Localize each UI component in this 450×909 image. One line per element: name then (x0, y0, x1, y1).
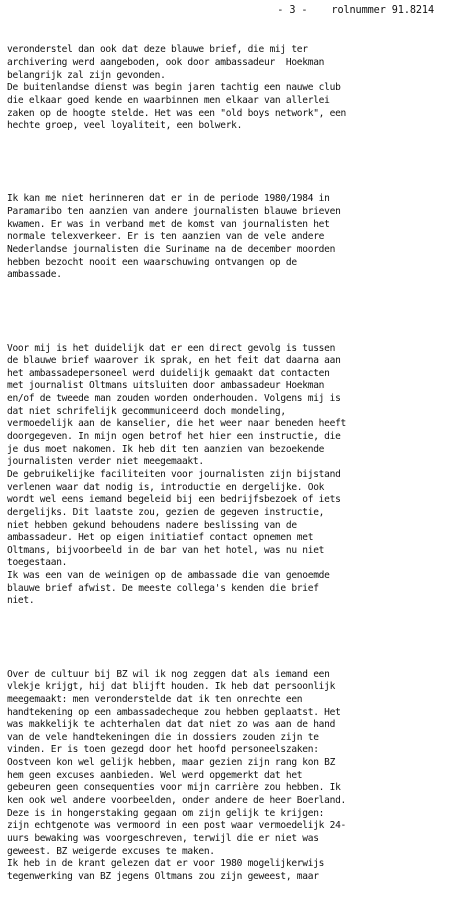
text-line: blauwe brief afwist. De meeste collega's kenden die brief (7, 582, 319, 594)
text-line: veronderstel dan ook dat deze blauwe brief, die mij ter (7, 44, 308, 56)
text-line: van de vele handtekeningen die in dossiers zouden zijn te (7, 731, 319, 743)
paragraph-3 (7, 343, 444, 608)
paragraph-2 (7, 193, 444, 281)
text-line: het ambassadepersoneel werd duidelijk gemaakt dat contacten (7, 367, 330, 379)
text-line: ken ook wel andere voorbeelden, onder andere de heer Boerland. (7, 795, 346, 807)
text-line: Oltmans, bijvoorbeeld in de bar van het hotel, was nu niet (7, 544, 325, 556)
paragraph-gap (7, 633, 444, 643)
text-line: Voor mij is het duidelijk dat er een direct gevolg is tussen (7, 342, 336, 354)
text-line: hebben bezocht nooit een waarschuwing ontvangen op de (7, 256, 297, 268)
document-body (7, 19, 444, 909)
paragraph-gap (7, 158, 444, 168)
text-line: zijn echtgenote was vermoord in een post waar vermoedelijk 24- (7, 820, 346, 832)
paragraph-gap (7, 307, 444, 317)
text-line: dat niet schrifelijk gecommuniceerd doch mondeling, (7, 405, 286, 417)
text-line: hem geen excuses aanbieden. Wel werd opgemerkt dat het (7, 769, 303, 781)
text-line: wordt wel eens iemand begeleid bij een bedrijfsbezoek of iets (7, 494, 341, 506)
text-line: belangrijk zal zijn gevonden. (7, 69, 166, 81)
text-line: ambassade. (7, 269, 62, 281)
text-line: zaken op de hoogte stelde. Het was een "old boys network", een (7, 107, 346, 119)
text-line: je dus moet nakomen. Ik heb dit ten aanzien van bezoekende (7, 443, 325, 455)
text-line: vinden. Er is toen gezegd door het hoofd personeelszaken: (7, 744, 319, 756)
text-line: normale telexverkeer. Er is ten aanzien van de vele andere (7, 231, 325, 243)
text-line: De gebruikelijke faciliteiten voor journalisten zijn bijstand (7, 468, 341, 480)
text-line: journalisten verder niet meegemaakt. (7, 456, 204, 468)
text-line: Ik was een van de weinigen op de ambassade die van genoemde (7, 570, 330, 582)
text-line: doorgegeven. In mijn ogen betrof het hier een instructie, die (7, 431, 341, 443)
page-number: - 3 - (277, 5, 308, 16)
text-line: niet. (7, 595, 35, 607)
text-line: geweest. BZ weigerde excuses te maken. (7, 845, 215, 857)
text-line: tegenwerking van BZ jegens Oltmans zou zijn geweest, maar (7, 870, 319, 882)
text-line: Paramaribo ten aanzien van andere journalisten blauwe brieven (7, 206, 341, 218)
text-line: niet hebben gekund behoudens nadere beslissing van de (7, 519, 297, 531)
text-line: gebeuren geen consequenties voor mijn carrière zou hebben. Ik (7, 782, 341, 794)
paragraph-1 (7, 44, 444, 132)
text-line: kwamen. Er was in verband met de komst van journalisten het (7, 218, 330, 230)
text-line: Nederlandse journalisten die Suriname na de december moorden (7, 243, 336, 255)
text-line: vlekje krijgt, hij dat blijft houden. Ik heb dat persoonlijk (7, 681, 336, 693)
text-line: handtekening op een ambassadecheque zou hebben geplaatst. Het (7, 706, 341, 718)
text-line: Oostveen kon wel gelijk hebben, maar gezien zijn rang kon BZ (7, 757, 336, 769)
page-header (7, 5, 444, 19)
paragraph-4 (7, 669, 444, 884)
text-line: Ik heb in de krant gelezen dat er voor 1980 mogelijkerwijs (7, 858, 325, 870)
text-line: met journalist Oltmans uitsluiten door ambassadeur Hoekman (7, 380, 325, 392)
text-line: archivering werd aangeboden, ook door ambassadeur Hoekman (7, 56, 325, 68)
text-line: De buitenlandse dienst was begin jaren tachtig een nauwe club (7, 82, 341, 94)
text-line: hechte groep, veel loyaliteit, een bolwerk. (7, 120, 243, 132)
reference-number: rolnummer 91.8214 (331, 5, 434, 16)
text-line: meegemaakt: men veronderstelde dat ik ten onrechte een (7, 693, 303, 705)
text-line: verlenen waar dat nodig is, introductie en dergelijke. Ook (7, 481, 325, 493)
text-line: en/of de tweede man zouden worden onderhouden. Volgens mij is (7, 393, 341, 405)
text-line: dergelijks. Dit laatste zou, gezien de gegeven instructie, (7, 506, 325, 518)
text-line: was makkelijk te achterhalen dat dat niet zo was aan de hand (7, 719, 336, 731)
text-line: de blauwe brief waarover ik sprak, en het feit dat daarna aan (7, 355, 341, 367)
text-line: Over de cultuur bij BZ wil ik nog zeggen dat als iemand een (7, 668, 330, 680)
text-line: toegestaan. (7, 557, 68, 569)
text-line: Deze is in hongerstaking gegaan om zijn gelijk te krijgen: (7, 807, 325, 819)
text-line: die elkaar goed kende en waarbinnen men elkaar van allerlei (7, 94, 330, 106)
text-line: ambassadeur. Het op eigen initiatief contact opnemen met (7, 532, 314, 544)
text-line: Ik kan me niet herinneren dat er in de periode 1980/1984 in (7, 193, 330, 205)
text-line: uurs bewaking was voorgeschreven, terwijl die er niet was (7, 832, 319, 844)
text-line: vermoedelijk aan de kanselier, die het weer naar beneden heeft (7, 418, 346, 430)
